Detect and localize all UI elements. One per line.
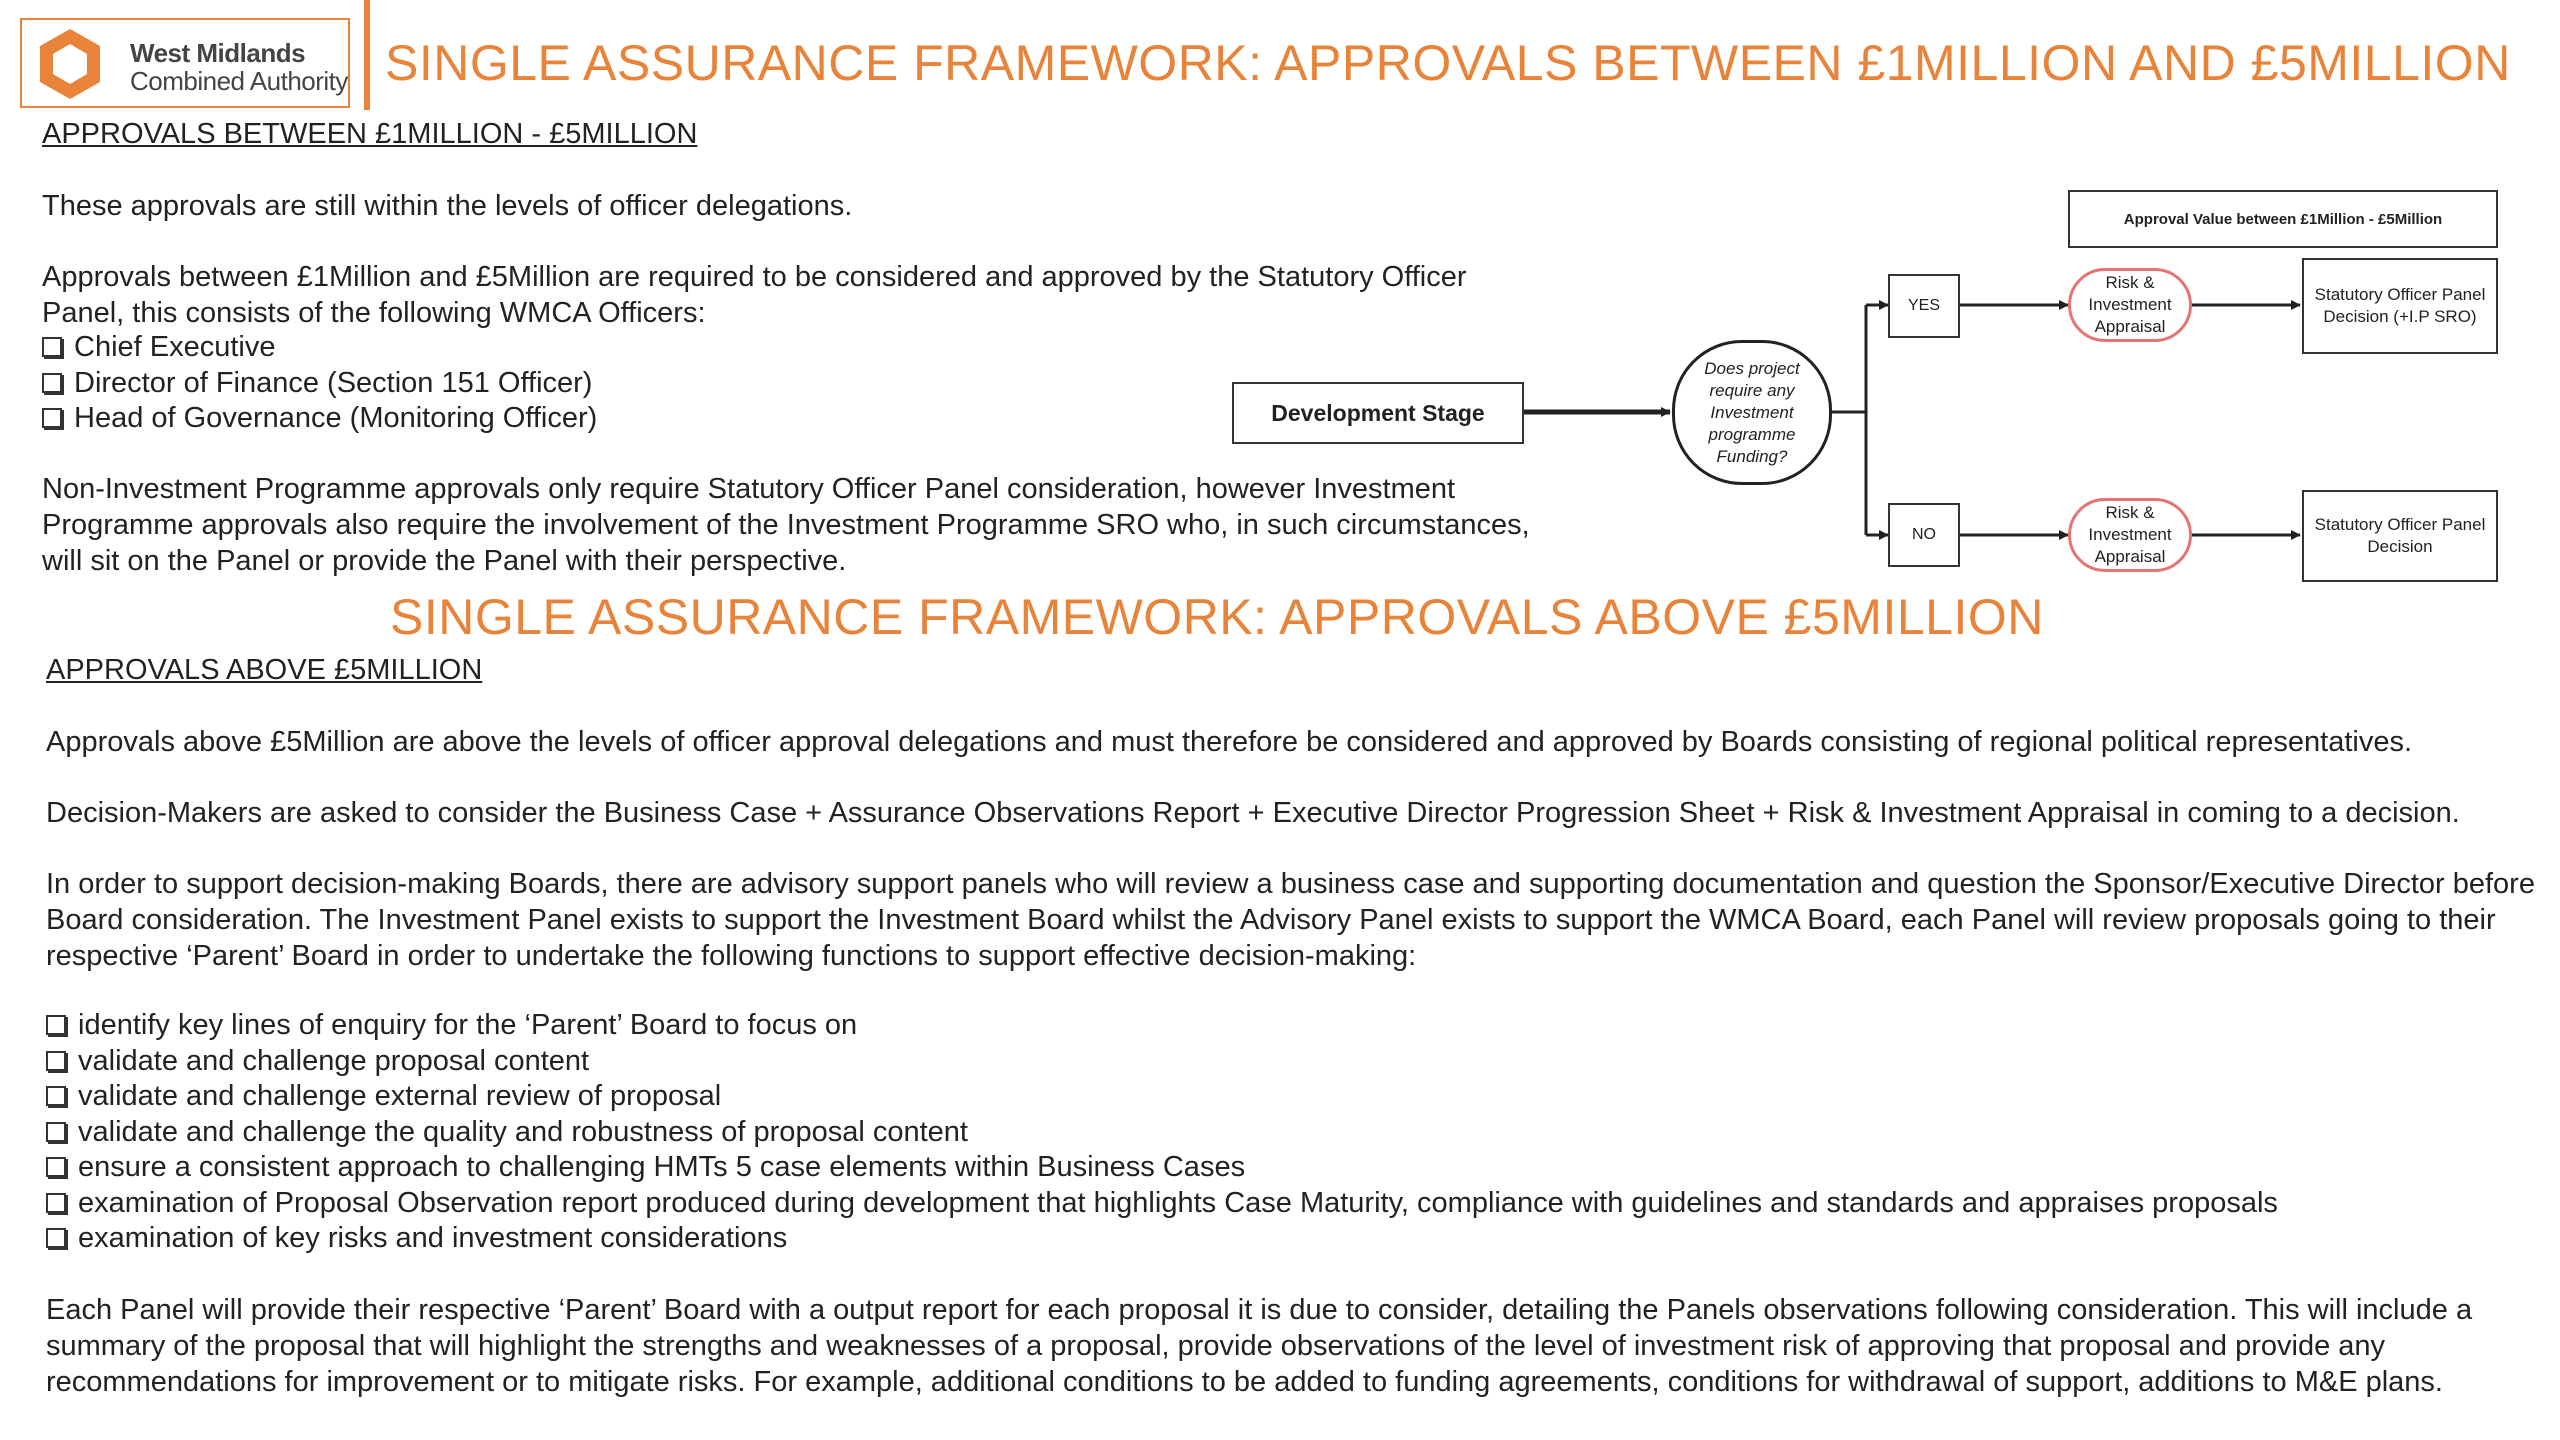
- list-item: validate and challenge the quality and robustness of proposal content: [46, 1115, 2278, 1151]
- section1-para2: Non-Investment Programme approvals only require Statutory Officer Panel consideration, however Investment Programme approvals also require the involvement of the Investment Programme SRO who, in such circumstances, will sit on the Panel or provide the Panel with their perspective.: [42, 473, 1530, 577]
- section2-para2: Decision-Makers are asked to consider the Business Case + Assurance Observations Report + Executive Director Progression Sheet + Risk & Investment Appraisal in coming to a decision.: [46, 797, 2460, 829]
- section1-intro: These approvals are still within the levels of officer delegations.: [42, 190, 853, 222]
- logo-line1: West Midlands: [130, 38, 306, 68]
- checkbox-icon: [46, 1086, 66, 1106]
- list-item: Chief Executive: [42, 330, 597, 366]
- outcome-no-box: Statutory Officer Panel Decision: [2302, 490, 2498, 582]
- development-stage-box: Development Stage: [1232, 382, 1524, 444]
- logo-line2: Combined Authority: [130, 66, 348, 96]
- section1-para1: Approvals between £1Million and £5Million are required to be considered and approved by the Statutory Officer Panel, this consists of the following WMCA Officers:: [42, 261, 1467, 329]
- checkbox-icon: [46, 1051, 66, 1071]
- panel-functions-list: [46, 1008, 2278, 1257]
- list-item: examination of Proposal Observation report produced during development that highlights Case Maturity, compliance with guidelines and standards and appraises proposals: [46, 1186, 2278, 1222]
- list-item: validate and challenge external review of proposal: [46, 1079, 2278, 1115]
- section2-para4: Each Panel will provide their respective ‘Parent’ Board with a output report for each proposal it is due to consider, detailing the Panels observations following consideration. This will include a summary of the proposal that will highlight the strengths and weaknesses of a proposal, provide observations of the level of investment risk of approving that proposal and provide any recommendations for improvement or to mitigate risks. For example, additional conditions to be added to funding agreements, conditions for withdrawal of support, additions to M&E plans.: [46, 1294, 2473, 1398]
- checkbox-icon: [46, 1015, 66, 1035]
- section1-title: SINGLE ASSURANCE FRAMEWORK: APPROVALS BETWEEN £1MILLION AND £5MILLION: [385, 35, 2511, 91]
- section2-title: SINGLE ASSURANCE FRAMEWORK: APPROVALS ABOVE £5MILLION: [390, 589, 2044, 645]
- approval-value-box: Approval Value between £1Million - £5Million: [2068, 190, 2498, 248]
- list-item: identify key lines of enquiry for the ‘Parent’ Board to focus on: [46, 1008, 2278, 1044]
- list-item: Head of Governance (Monitoring Officer): [42, 401, 597, 437]
- section2-para1: Approvals above £5Million are above the levels of officer approval delegations and must therefore be considered and approved by Boards consisting of regional political representatives.: [46, 726, 2413, 758]
- section2-heading: APPROVALS ABOVE £5MILLION: [46, 654, 483, 686]
- checkbox-icon: [46, 1228, 66, 1248]
- outcome-yes-box: Statutory Officer Panel Decision (+I.P SRO): [2302, 258, 2498, 354]
- section2-para3: In order to support decision-making Boards, there are advisory support panels who will review a business case and supporting documentation and question the Sponsor/Executive Director before Board consideration. The Investment Panel exists to support the Investment Board whilst the Advisory Panel exists to support the WMCA Board, each Panel will review proposals going to their respective ‘Parent’ Board in order to undertake the following functions to support effective decision-making:: [46, 868, 2535, 972]
- list-item: Director of Finance (Section 151 Officer): [42, 366, 597, 402]
- checkbox-icon: [46, 1122, 66, 1142]
- checkbox-icon: [42, 408, 62, 428]
- section1-heading: APPROVALS BETWEEN £1MILLION - £5MILLION: [42, 118, 698, 150]
- header-divider: [364, 0, 370, 110]
- checkbox-icon: [42, 373, 62, 393]
- investment-funding-decision: Does project require any Investment programme Funding?: [1672, 340, 1832, 485]
- checkbox-icon: [46, 1193, 66, 1213]
- list-item: ensure a consistent approach to challenging HMTs 5 case elements within Business Cases: [46, 1150, 2278, 1186]
- checkbox-icon: [42, 337, 62, 357]
- wmca-logo: [20, 18, 350, 108]
- list-item: validate and challenge proposal content: [46, 1044, 2278, 1080]
- list-item: examination of key risks and investment considerations: [46, 1221, 2278, 1257]
- risk-appraisal-no: Risk & Investment Appraisal: [2068, 498, 2192, 572]
- checkbox-icon: [46, 1157, 66, 1177]
- officer-list: [42, 330, 597, 437]
- no-box: NO: [1888, 503, 1960, 567]
- risk-appraisal-yes: Risk & Investment Appraisal: [2068, 268, 2192, 342]
- wmca-hexagon-logo-icon: [32, 26, 108, 102]
- yes-box: YES: [1888, 274, 1960, 338]
